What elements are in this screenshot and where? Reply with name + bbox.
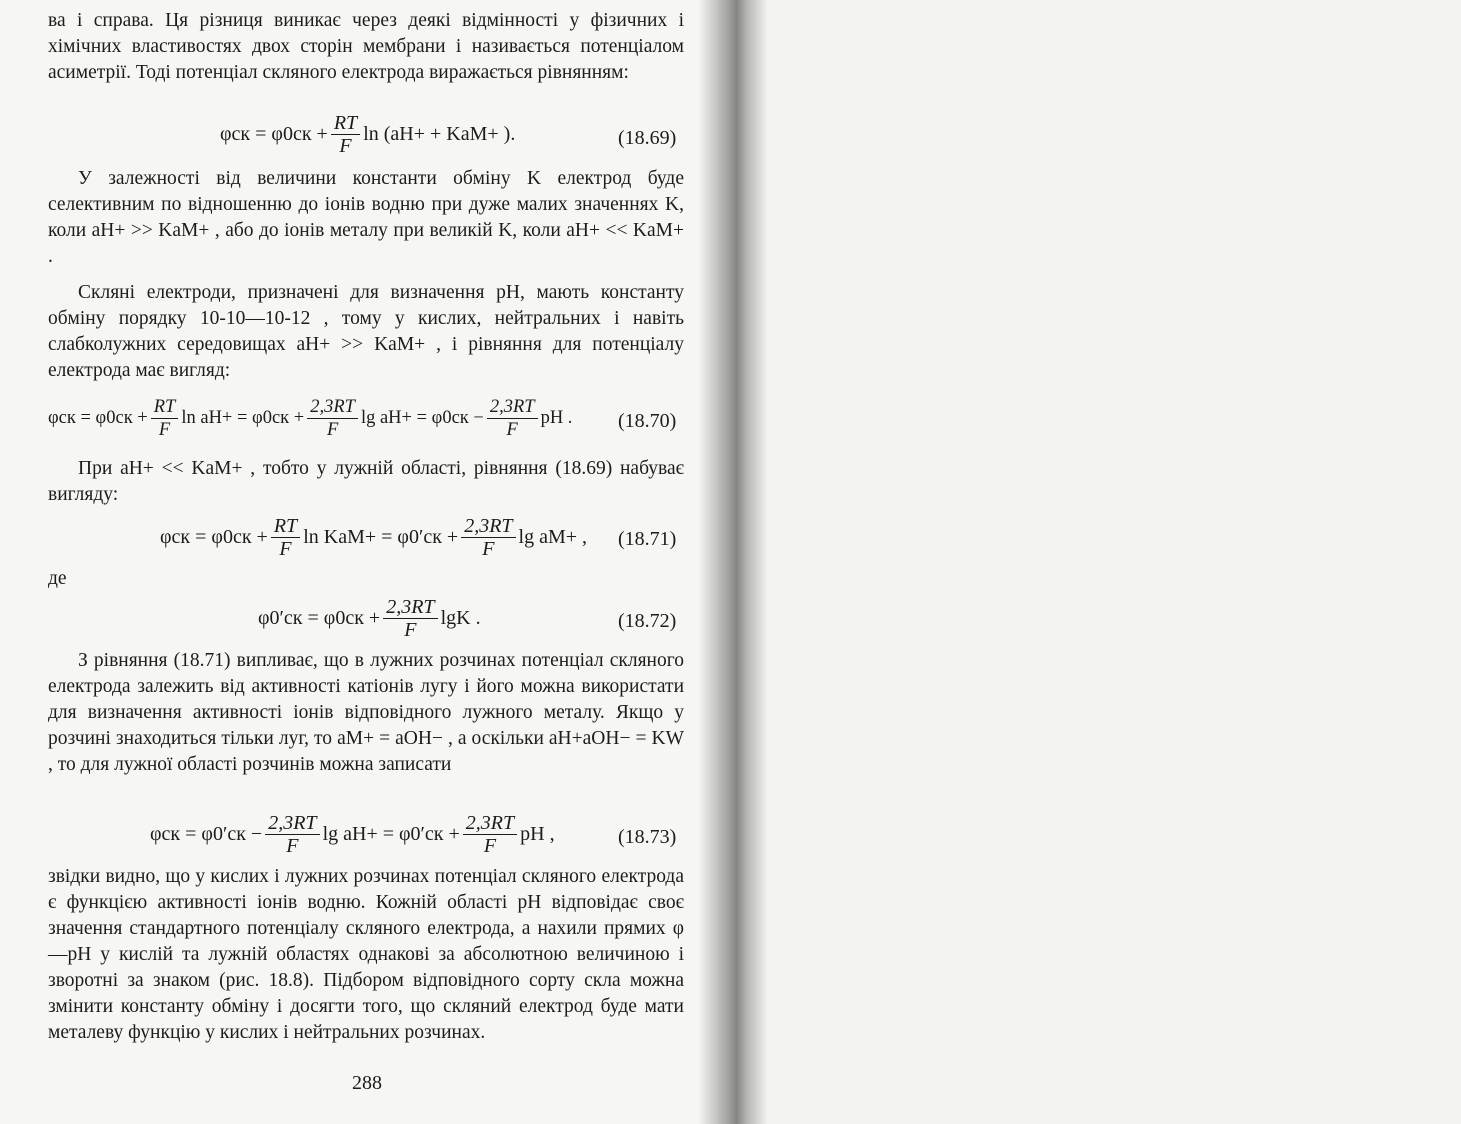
equation-number: (18.70) (618, 410, 677, 432)
left-page (0, 0, 718, 1124)
word-de: де (48, 568, 67, 589)
left-paragraph-2: У залежності від величини константи обміну K електрод буде селективним по відношенню до іонів водню при дуже малих значеннях K, коли aH+ >> KaM+ , або до іонів металу при великій K, коли aH+ << KaM+ . (48, 168, 684, 267)
left-paragraph-5: З рівняння (18.71) випливає, що в лужних розчинах потенціал скляного електрода залежить від активності катіонів лугу і його можна використати для визначення активності іонів відповідного лужного металу. Якщо у розчині знаходиться тільки луг, то aM+ = aOH− , а оскільки aH+aOH− = KW , то для лужної області розчинів можна записати (48, 650, 684, 775)
equation-number: (18.69) (618, 127, 677, 149)
book-gutter-shadow (698, 0, 768, 1124)
equation-number: (18.72) (618, 610, 677, 632)
left-paragraph-1: ва і справа. Ця різниця виникає через деякі відмінності у фізичних і хімічних властивостях двох сторін мембрани і називається потенціалом асиметрії. Тоді потенціал скляного електрода виражається рівнянням: (48, 10, 684, 83)
right-page (718, 0, 1461, 1124)
equation-18-73: φск = φ0′ск − $\frac{2,3RT}{F}$ lg aH+ = φ0′ск + $\frac{2,3RT}{F}$ pH , (150, 812, 555, 857)
left-paragraph-4: При aH+ << KaM+ , тобто у лужній області, рівняння (18.69) набуває вигляду: (48, 458, 684, 505)
equation-18-69: φск = φ0ск + $\frac{RT}{F}$ ln (aH+ + KaM+ ). (220, 112, 516, 157)
left-paragraph-3: Скляні електроди, призначені для визначення pH, мають константу обміну порядку 10-10—10-12 , тому у кислих, нейтральних і навіть слабколужних середовищах aH+ >> KaM+ , і рівняння для потенціалу електрода має вигляд: (48, 282, 684, 381)
left-paragraph-6: звідки видно, що у кислих і лужних розчинах потенціал скляного електрода є функцією активності іонів водню. Кожній області pH відповідає своє значення стандартного потенціалу скляного електрода, а нахили прямих φ—pH у кислій та лужній областях однакові за абсолютною величиною і зворотні за знаком (рис. 18.8). Підбором відповідного сорту скла можна змінити константу обміну і досягти того, що скляний електрод буде мати металеву функцію у кислих і нейтральних розчинах. (48, 866, 684, 1043)
equation-number: (18.71) (618, 528, 677, 550)
equation-number: (18.73) (618, 826, 677, 848)
equation-18-72: φ0′ск = φ0ск + $\frac{2,3RT}{F}$ lgK . (258, 596, 481, 641)
equation-18-71: φск = φ0ск + $\frac{RT}{F}$ ln KaM+ = φ0′ск + $\frac{2,3RT}{F}$ lg aM+ , (160, 515, 588, 560)
page-number-left: 288 (352, 1072, 382, 1094)
equation-18-70: φск = φ0ск + $\frac{RT}{F}$ ln aH+ = φ0ск + $\frac{2,3RT}{F}$ lg aH+ = φ0ск − $\frac{2,3RT}{F}$ pH . (48, 397, 573, 440)
